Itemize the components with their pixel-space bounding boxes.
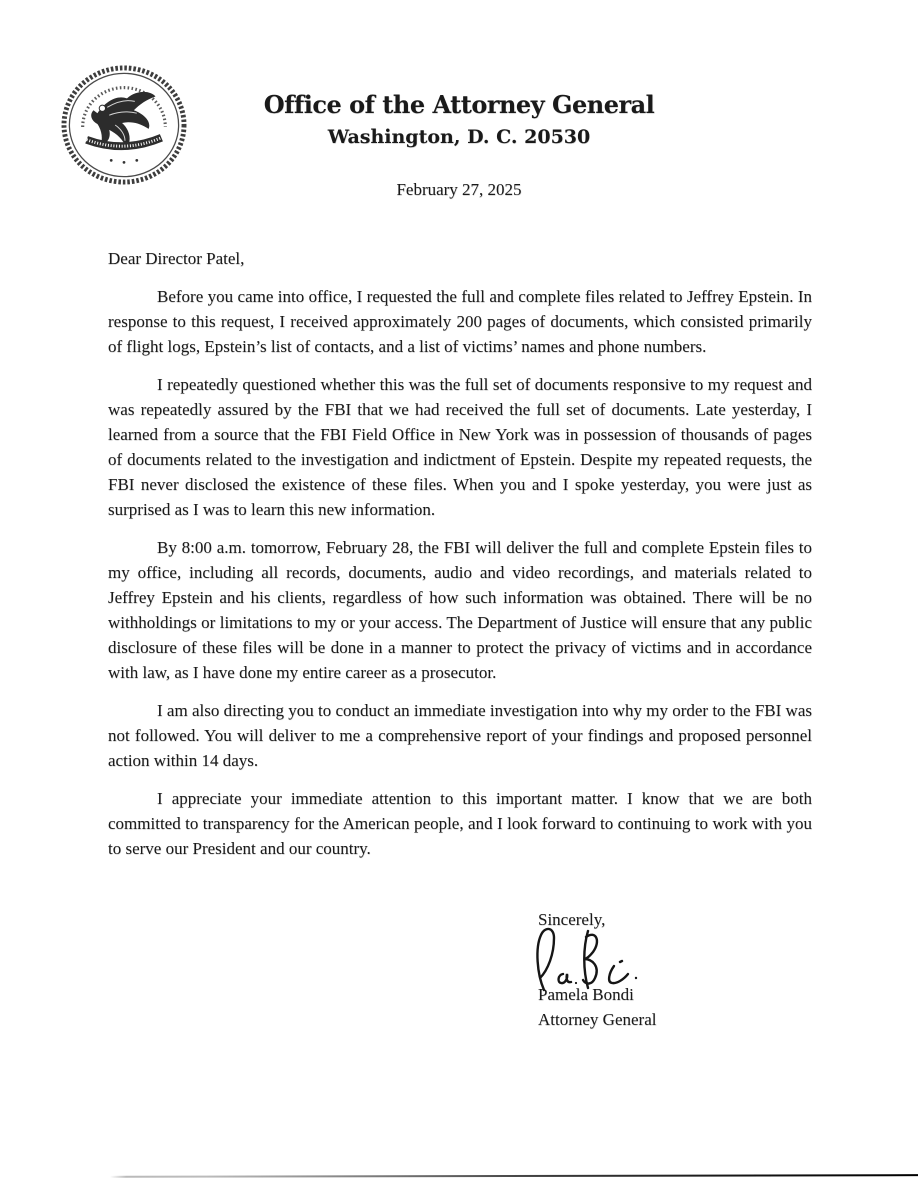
signature-space [538, 932, 808, 982]
doj-seal-icon [60, 64, 188, 186]
scan-artifact-line [110, 1174, 918, 1178]
letter-paragraph-2: I repeatedly questioned whether this was the full set of documents responsive to my request and was repeatedly assured by the FBI that we had received the full set of documents. Late yesterday, I learned from a source that the FBI Field Office in New York was in possession of thousands of pages of documents related to the investigation and indictment of Epstein. Despite my repeated requests, the FBI never disclosed the existence of these files. When you and I spoke yesterday, you were just as surprised as I was to learn this new information. [108, 375, 812, 519]
letter-paragraph-1: Before you came into office, I requested the full and complete files related to Jeffrey Epstein. In response to this request, I received approximately 200 pages of documents, which consisted primarily of flight logs, Epstein’s list of contacts, and a list of victims’ names and phone numbers. [108, 287, 812, 356]
letter-paragraph-4: I am also directing you to conduct an immediate investigation into why my order to the FBI was not followed. You will deliver to me a comprehensive report of your findings and proposed personnel action within 14 days. [108, 701, 812, 770]
handwritten-signature-icon [532, 922, 650, 994]
signature-block [538, 907, 808, 1032]
letterhead-address: Washington, D. C. 20530 [327, 126, 591, 148]
closing: Sincerely, [538, 910, 606, 929]
letter-date: February 27, 2025 [396, 180, 522, 199]
signatory-title: Attorney General [538, 1010, 657, 1029]
letter-paragraph-5: I appreciate your immediate attention to this important matter. I know that we are both committed to transparency for the American people, and I look forward to continuing to work with you to serve our President and our country. [108, 789, 812, 858]
letter-body [108, 246, 812, 1032]
salutation: Dear Director Patel, [108, 249, 245, 268]
letterhead-agency: Office of the Attorney General [263, 90, 655, 119]
signatory-name: Pamela Bondi [538, 985, 634, 1004]
letter-paragraph-3: By 8:00 a.m. tomorrow, February 28, the FBI will deliver the full and complete Epstein files to my office, including all records, documents, audio and video recordings, and materials related to Jeffrey Epstein and his clients, regardless of how such information was obtained. There will be no withholdings or limitations to my or your access. The Department of Justice will ensure that any public disclosure of these files will be done in a manner to protect the privacy of victims and in accordance with law, as I have done my entire career as a prosecutor. [108, 538, 812, 682]
